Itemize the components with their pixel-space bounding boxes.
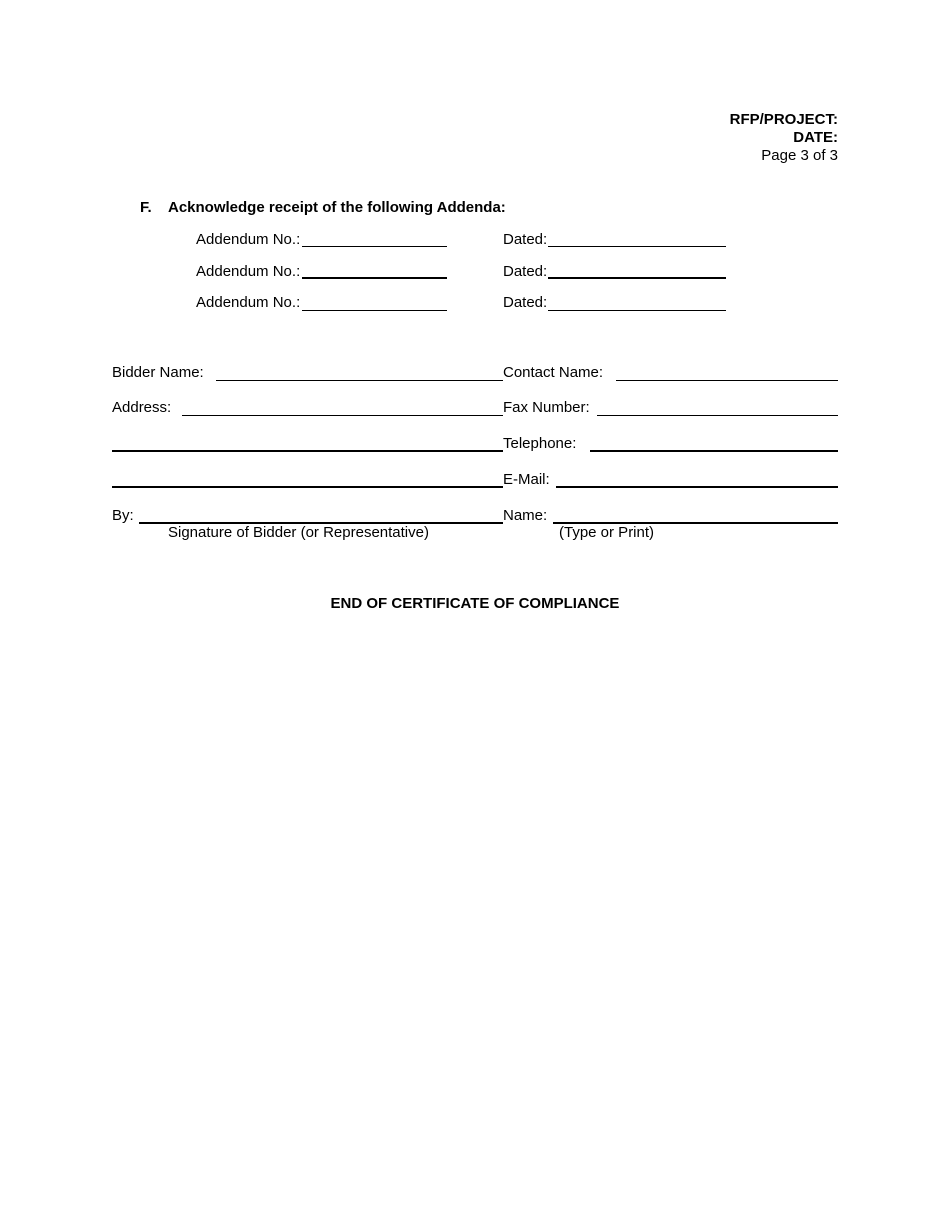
- dated-label: Dated:: [503, 263, 548, 280]
- bidder-name-field[interactable]: [216, 380, 503, 381]
- dated-field[interactable]: [548, 310, 726, 311]
- dated-label: Dated:: [503, 231, 548, 248]
- name-caption: (Type or Print): [559, 524, 655, 541]
- end-of-certificate: END OF CERTIFICATE OF COMPLIANCE: [330, 595, 620, 612]
- addendum-label: Addendum No.:: [196, 263, 301, 280]
- email-label: E-Mail:: [503, 471, 550, 488]
- addenda-heading: Acknowledge receipt of the following Addenda:: [168, 199, 506, 216]
- addendum-number-field[interactable]: [302, 310, 447, 311]
- fax-number-field[interactable]: [597, 415, 838, 416]
- addendum-number-field[interactable]: [302, 246, 447, 247]
- address-line-3-field[interactable]: [112, 486, 503, 488]
- rfp-project-label: RFP/PROJECT:: [729, 111, 838, 128]
- telephone-field[interactable]: [590, 450, 838, 452]
- telephone-label: Telephone:: [503, 435, 577, 452]
- date-label: DATE:: [793, 129, 838, 146]
- by-label: By:: [112, 507, 134, 524]
- address-label: Address:: [112, 399, 172, 416]
- section-letter: F.: [140, 199, 152, 216]
- page-number: Page 3 of 3: [761, 147, 838, 164]
- address-field[interactable]: [182, 415, 503, 416]
- dated-field[interactable]: [548, 277, 726, 279]
- signature-caption: Signature of Bidder (or Representative): [168, 524, 429, 541]
- addendum-label: Addendum No.:: [196, 294, 301, 311]
- contact-name-label: Contact Name:: [503, 364, 604, 381]
- addendum-number-field[interactable]: [302, 277, 447, 279]
- contact-name-field[interactable]: [616, 380, 838, 381]
- addendum-label: Addendum No.:: [196, 231, 301, 248]
- dated-field[interactable]: [548, 246, 726, 247]
- dated-label: Dated:: [503, 294, 548, 311]
- address-line-2-field[interactable]: [112, 450, 503, 452]
- name-label: Name:: [503, 507, 548, 524]
- email-field[interactable]: [556, 486, 838, 488]
- fax-number-label: Fax Number:: [503, 399, 590, 416]
- bidder-name-label: Bidder Name:: [112, 364, 204, 381]
